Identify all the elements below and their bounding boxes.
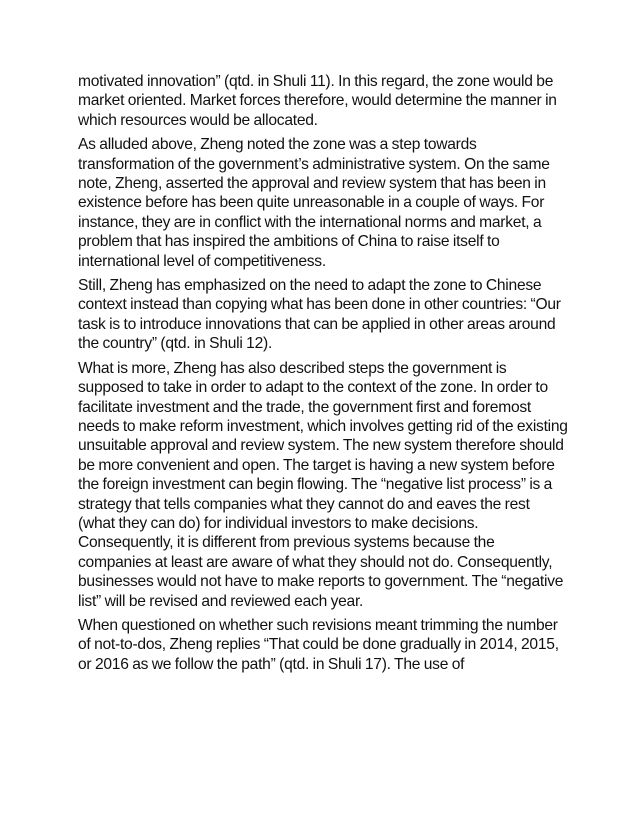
paragraph-4: What is more, Zheng has also described steps the government is supposed to take in order to adapt to the context of the zone. In order to facilitate investment and the trade, the government first and foremost needs to make reform investment, which involves getting rid of the existing unsuitable approval and review system. The new system therefore should be more convenient and open. The target is having a new system before the foreign investment can begin flowing. The “negative list process” is a strategy that tells companies what they cannot do and eaves the rest (what they can do) for individual investors to make decisions. Consequently, it is different from previous systems because the companies at least are aware of what they should not do. Consequently, businesses would not have to make reports to government. The “negative list” will be revised and reviewed each year. — [78, 359, 568, 610]
paragraph-2: As alluded above, Zheng noted the zone was a step towards transformation of the government’s administrative system. On the same note, Zheng, asserted the approval and review system that has been in existence before has been quite unreasonable in a couple of ways. For instance, they are in conflict with the international norms and market, a problem that has inspired the ambitions of China to raise itself to international level of competitiveness. — [78, 136, 550, 270]
paragraph-3: Still, Zheng has emphasized on the need to adapt the zone to Chinese context instead than copying what has been done in other countries: “Our task is to introduce innovations that can be applied in other areas around the country” (qtd. in Shuli 12). — [78, 277, 561, 353]
paragraph-1: motivated innovation” (qtd. in Shuli 11). In this regard, the zone would be market oriented. Market forces therefore, would determine the manner in which resources would be allocated. — [78, 73, 557, 129]
paragraph-5: When questioned on whether such revisions meant trimming the number of not-to-dos, Zheng replies “That could be done gradually in 2014, 2015, or 2016 as we follow the path” (qtd. in Shuli 17). The use of — [78, 616, 559, 673]
document-body — [78, 72, 568, 679]
